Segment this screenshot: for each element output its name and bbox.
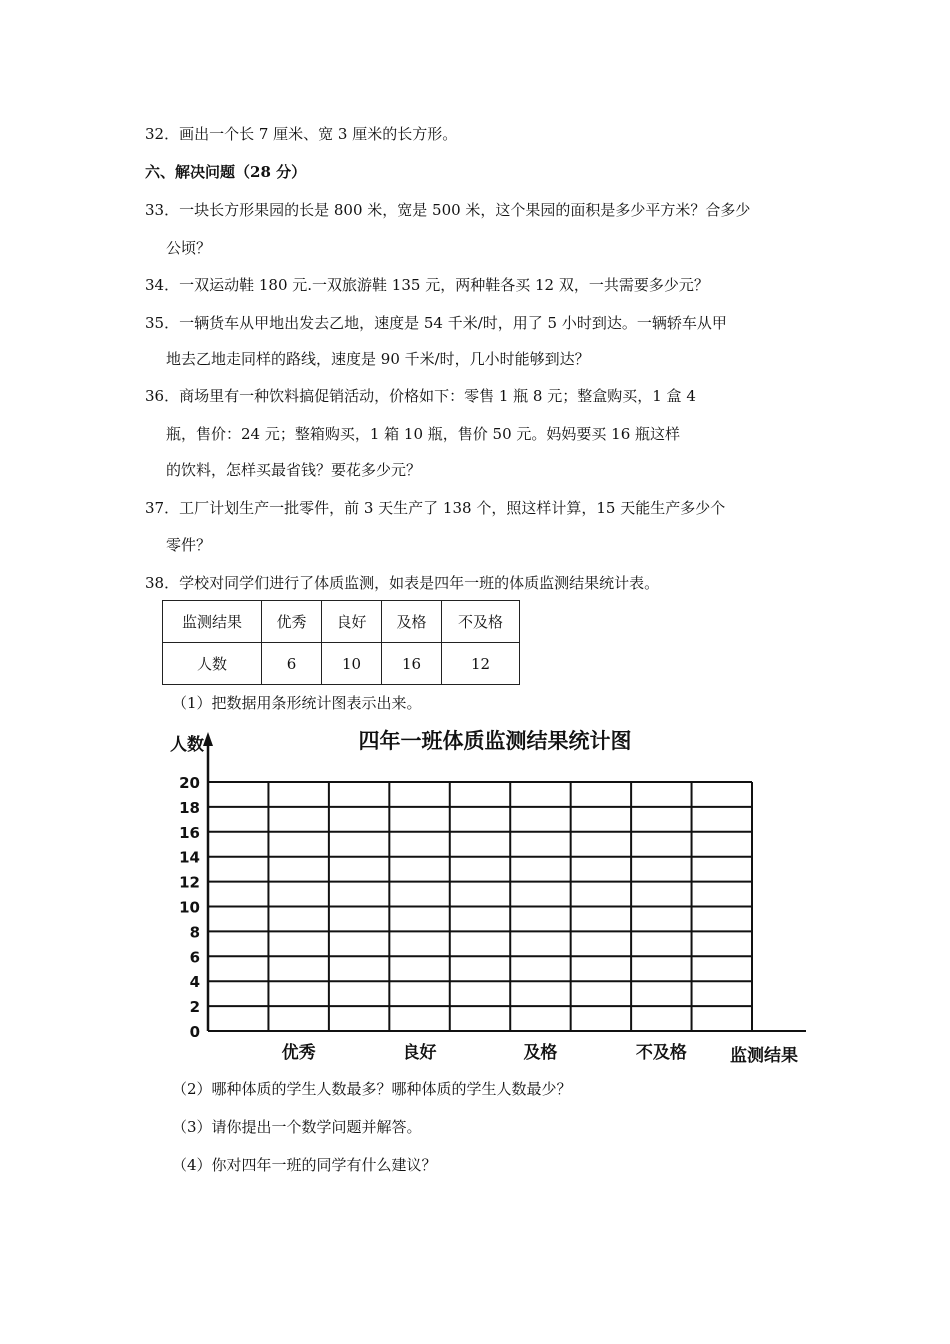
y-tick-label: 14 [179,848,200,867]
question-33-line1: 33．一块长方形果园的长是 800 米，宽是 500 米，这个果园的面积是多少平方米？合多少 [145,201,751,219]
table-header-row [163,601,520,643]
question-33-line2: 公顷？ [166,239,212,257]
question-34: 34．一双运动鞋 180 元.一双旅游鞋 135 元，两种鞋各买 12 双，一共需要多少元？ [145,276,709,294]
table-cell: 监测结果 [163,601,262,643]
y-axis-arrow [203,732,213,746]
table-cell: 及格 [382,601,442,643]
y-tick-label: 16 [179,823,200,842]
question-37-line2: 零件？ [166,536,212,554]
question-38-intro: 38．学校对同学们进行了体质监测，如表是四年一班的体质监测结果统计表。 [145,574,660,592]
sub-question-2: （2）哪种体质的学生人数最多？哪种体质的学生人数最少？ [172,1080,572,1098]
sub-question-1: （1）把数据用条形统计图表示出来。 [172,694,422,712]
y-tick-label: 6 [189,948,200,967]
table-cell: 10 [322,643,382,685]
table-cell: 人数 [163,643,262,685]
table-cell: 12 [442,643,520,685]
table-row [163,643,520,685]
sub-question-3: （3）请你提出一个数学问题并解答。 [172,1118,422,1136]
x-axis-label: 监测结果 [730,1046,798,1066]
category-label: 良好 [402,1043,437,1063]
chart-title: 四年一班体质监测结果统计图 [358,729,632,753]
question-36-line1: 36．商场里有一种饮料搞促销活动，价格如下：零售 1 瓶 8 元；整盒购买，1 盒 4 [145,387,696,405]
category-label: 不及格 [635,1043,687,1063]
table-cell: 不及格 [442,601,520,643]
result-table [162,600,520,685]
section-heading: 六、解决问题（28 分） [145,163,307,181]
question-36-line3: 的饮料，怎样买最省钱？要花多少元？ [166,461,422,479]
question-36-line2: 瓶，售价：24 元；整箱购买，1 箱 10 瓶，售价 50 元。妈妈要买 16 瓶这样 [166,425,681,443]
question-35-line1: 35．一辆货车从甲地出发去乙地，速度是 54 千米/时，用了 5 小时到达。一辆轿车从甲 [145,314,727,332]
question-32: 32．画出一个长 7 厘米、宽 3 厘米的长方形。 [145,125,458,143]
category-label: 及格 [523,1043,558,1063]
y-tick-label: 20 [179,774,200,792]
sub-question-4: （4）你对四年一班的同学有什么建议？ [172,1156,437,1174]
y-tick-label: 2 [189,998,200,1017]
y-tick-label: 8 [189,923,200,942]
table-cell: 16 [382,643,442,685]
question-37-line1: 37．工厂计划生产一批零件，前 3 天生产了 138 个，照这样计算，15 天能生产多少个 [145,499,726,517]
y-tick-label: 0 [189,1023,200,1041]
table-cell: 6 [262,643,322,685]
y-tick-label: 10 [179,898,200,917]
bar-chart-grid [170,724,820,1074]
question-35-line2: 地去乙地走同样的路线，速度是 90 千米/时，几小时能够到达？ [166,350,590,368]
y-tick-label: 4 [189,973,200,992]
table-cell: 良好 [322,601,382,643]
category-label: 优秀 [281,1043,316,1063]
y-tick-label: 18 [179,798,200,817]
table-cell: 优秀 [262,601,322,643]
y-axis-label: 人数 [170,735,204,755]
y-tick-label: 12 [179,873,200,892]
